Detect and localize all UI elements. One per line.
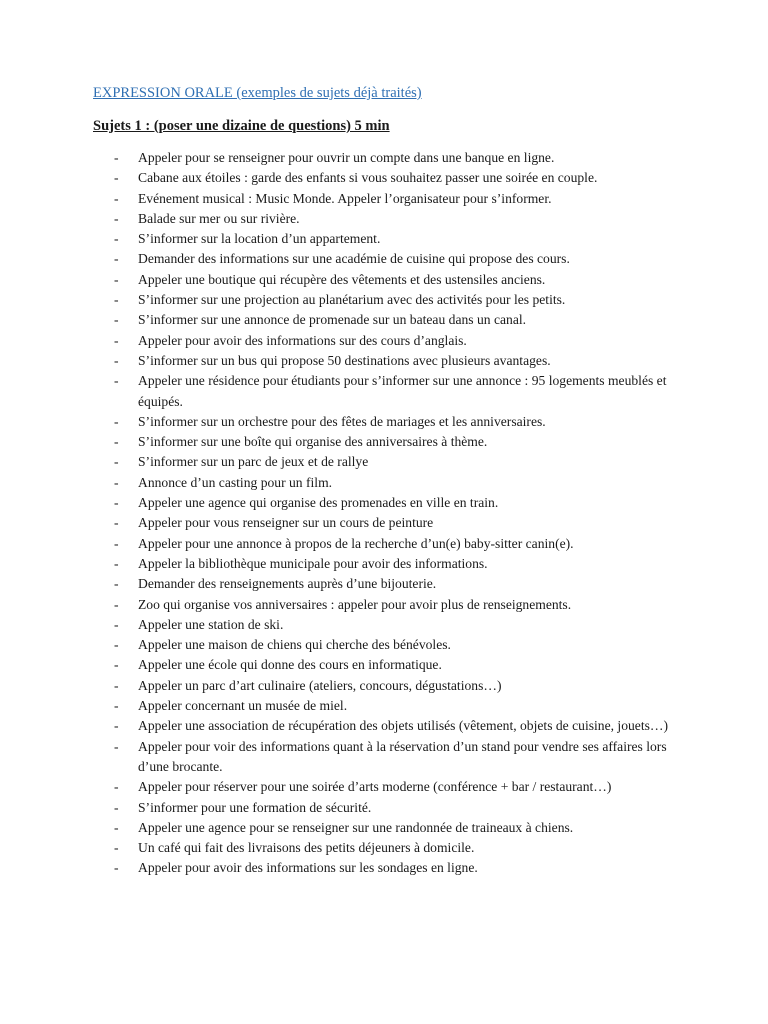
list-item-text: Appeler une maison de chiens qui cherche des bénévoles. xyxy=(138,637,451,653)
bullet-dash: - xyxy=(114,799,119,815)
bullet-dash: - xyxy=(114,434,119,450)
bullet-dash: - xyxy=(114,474,119,490)
list-item-text: Appeler pour avoir des informations sur les sondages en ligne. xyxy=(138,860,478,876)
list-item-text: Cabane aux étoiles : garde des enfants si vous souhaitez passer une soirée en couple. xyxy=(138,170,598,186)
bullet-dash: - xyxy=(114,271,119,287)
section-heading: Sujets 1 : (poser une dizaine de questions) 5 min xyxy=(93,118,390,134)
list-item-text: Appeler pour se renseigner pour ouvrir un compte dans une banque en ligne. xyxy=(138,150,555,165)
document-title: EXPRESSION ORALE (exemples de sujets déjà traités) xyxy=(93,85,422,101)
list-item xyxy=(110,351,690,371)
list-item xyxy=(110,209,690,229)
list-item xyxy=(110,270,690,290)
list-item xyxy=(110,534,690,554)
list-item-text: Appeler une résidence pour étudiants pour s’informer sur une annonce : 95 logements meublés et équipés. xyxy=(138,373,667,409)
list-item xyxy=(110,249,690,269)
list-item-text: Appeler une agence pour se renseigner sur une randonnée de traineaux à chiens. xyxy=(138,819,574,835)
list-item xyxy=(110,595,690,615)
list-item xyxy=(110,189,690,209)
list-item-text: Appeler une école qui donne des cours en informatique. xyxy=(138,657,442,673)
bullet-dash: - xyxy=(114,616,119,632)
bullet-dash: - xyxy=(114,190,119,206)
list-item-text: Appeler la bibliothèque municipale pour avoir des informations. xyxy=(138,555,488,571)
list-item xyxy=(110,513,690,533)
list-item-text: Appeler pour avoir des informations sur des cours d’anglais. xyxy=(138,332,467,348)
list-item xyxy=(110,574,690,594)
list-item-text: Demander des renseignements auprès d’une bijouterie. xyxy=(138,576,437,592)
list-item-text: Balade sur mer ou sur rivière. xyxy=(138,210,300,226)
list-item xyxy=(110,737,690,778)
bullet-dash: - xyxy=(114,231,119,247)
bullet-dash: - xyxy=(114,454,119,470)
topic-list xyxy=(110,148,690,879)
list-item-text: Appeler une association de récupération des objets utilisés (vêtement, objets de cuisine, jouets…) xyxy=(138,718,669,734)
bullet-dash: - xyxy=(114,718,119,734)
list-item-text: Demander des informations sur une académie de cuisine qui propose des cours. xyxy=(138,251,570,267)
list-item-text: S’informer sur une annonce de promenade sur un bateau dans un canal. xyxy=(138,312,527,328)
list-item-text: Annonce d’un casting pour un film. xyxy=(138,474,333,490)
bullet-dash: - xyxy=(114,150,119,165)
bullet-dash: - xyxy=(114,698,119,714)
list-item xyxy=(110,473,690,493)
list-item xyxy=(110,452,690,472)
list-item-text: Appeler pour voir des informations quant à la réservation d’un stand pour vendre ses affaires lors d’une brocante. xyxy=(138,738,667,774)
bullet-dash: - xyxy=(114,657,119,673)
list-item xyxy=(110,858,690,878)
list-item-text: Appeler une agence qui organise des promenades en ville en train. xyxy=(138,495,499,511)
bullet-dash: - xyxy=(114,677,119,693)
list-item-text: Appeler une boutique qui récupère des vêtements et des ustensiles anciens. xyxy=(138,271,546,287)
list-item-text: Appeler pour vous renseigner sur un cours de peinture xyxy=(138,515,434,531)
list-item xyxy=(110,331,690,351)
bullet-dash: - xyxy=(114,413,119,429)
list-item xyxy=(110,635,690,655)
list-item-text: Appeler concernant un musée de miel. xyxy=(138,698,348,714)
bullet-dash: - xyxy=(114,515,119,531)
bullet-dash: - xyxy=(114,210,119,226)
list-item-text: Appeler une station de ski. xyxy=(138,616,284,632)
list-item xyxy=(110,818,690,838)
list-item xyxy=(110,290,690,310)
bullet-dash: - xyxy=(114,292,119,308)
list-item-text: S’informer sur une projection au planétarium avec des activités pour les petits. xyxy=(138,292,566,308)
bullet-dash: - xyxy=(114,312,119,328)
list-item-text: S’informer sur un orchestre pour des fêtes de mariages et les anniversaires. xyxy=(138,413,546,429)
bullet-dash: - xyxy=(114,576,119,592)
list-item-text: Appeler pour réserver pour une soirée d’arts moderne (conférence + bar / restaurant…) xyxy=(138,779,612,795)
bullet-dash: - xyxy=(114,738,119,754)
list-item-text: Zoo qui organise vos anniversaires : appeler pour avoir plus de renseignements. xyxy=(138,596,572,612)
list-item xyxy=(110,655,690,675)
list-item-text: Appeler pour une annonce à propos de la recherche d’un(e) baby-sitter canin(e). xyxy=(138,535,574,551)
list-item-text: Evénement musical : Music Monde. Appeler l’organisateur pour s’informer. xyxy=(138,190,552,206)
list-item xyxy=(110,310,690,330)
bullet-dash: - xyxy=(114,555,119,571)
list-item-text: S’informer pour une formation de sécurité. xyxy=(138,799,372,815)
list-item xyxy=(110,493,690,513)
bullet-dash: - xyxy=(114,819,119,835)
list-item xyxy=(110,554,690,574)
bullet-dash: - xyxy=(114,535,119,551)
bullet-dash: - xyxy=(114,779,119,795)
list-item xyxy=(110,412,690,432)
list-item-text: Appeler un parc d’art culinaire (ateliers, concours, dégustations…) xyxy=(138,677,502,693)
list-item xyxy=(110,716,690,736)
list-item xyxy=(110,615,690,635)
bullet-dash: - xyxy=(114,596,119,612)
list-item-text: S’informer sur la location d’un appartement. xyxy=(138,231,381,247)
list-item xyxy=(110,168,690,188)
list-item xyxy=(110,371,690,412)
list-item xyxy=(110,696,690,716)
list-item-text: S’informer sur un bus qui propose 50 destinations avec plusieurs avantages. xyxy=(138,352,551,368)
bullet-dash: - xyxy=(114,251,119,267)
list-item xyxy=(110,432,690,452)
bullet-dash: - xyxy=(114,495,119,511)
bullet-dash: - xyxy=(114,332,119,348)
bullet-dash: - xyxy=(114,352,119,368)
list-item-text: S’informer sur un parc de jeux et de rallye xyxy=(138,454,369,470)
list-item xyxy=(110,148,690,168)
list-item xyxy=(110,229,690,249)
bullet-dash: - xyxy=(114,637,119,653)
list-item xyxy=(110,676,690,696)
bullet-dash: - xyxy=(114,860,119,876)
bullet-dash: - xyxy=(114,170,119,186)
list-item-text: S’informer sur une boîte qui organise des anniversaires à thème. xyxy=(138,434,488,450)
list-item xyxy=(110,777,690,797)
bullet-dash: - xyxy=(114,840,119,856)
list-item xyxy=(110,798,690,818)
bullet-dash: - xyxy=(114,373,119,389)
list-item xyxy=(110,838,690,858)
list-item-text: Un café qui fait des livraisons des petits déjeuners à domicile. xyxy=(138,840,475,856)
